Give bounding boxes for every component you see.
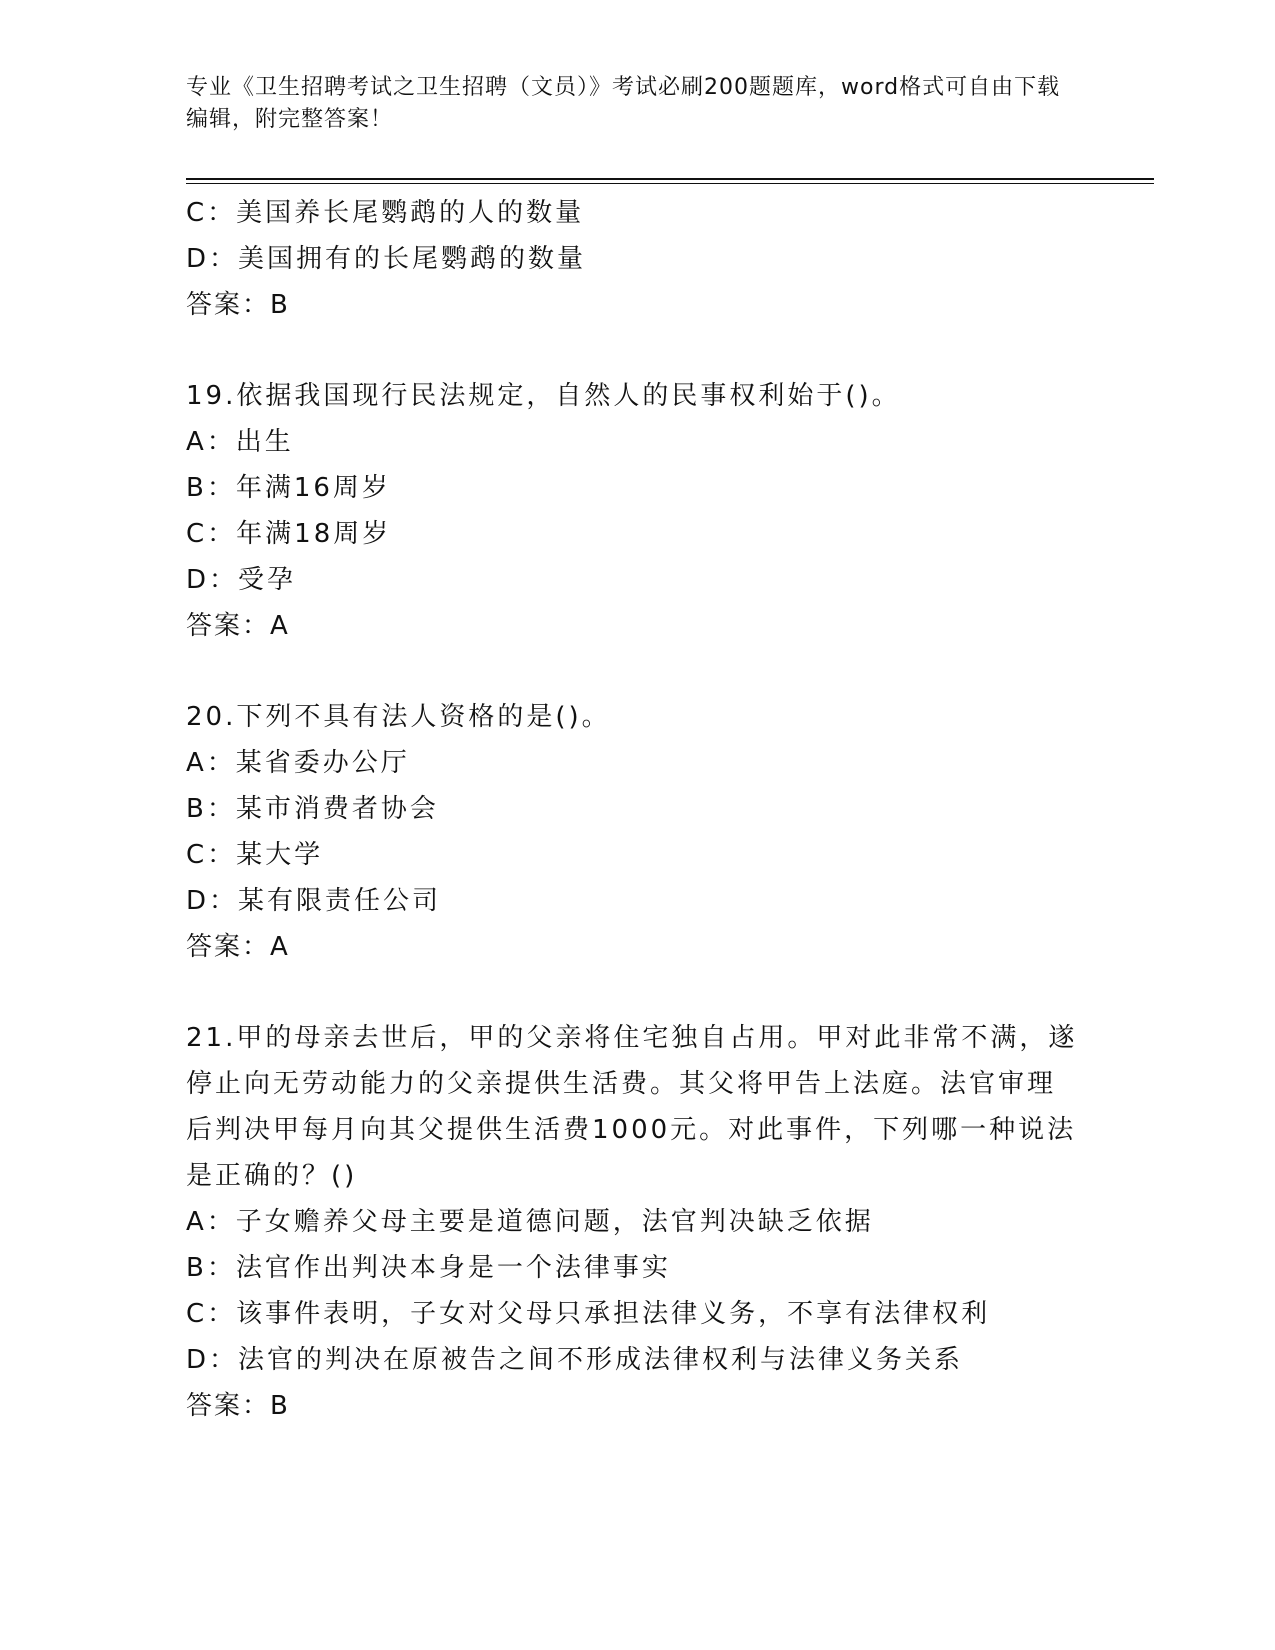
option-d: D：某有限责任公司	[186, 886, 442, 916]
question-text-line-1: 21.甲的母亲去世后，甲的父亲将住宅独自占用。甲对此非常不满，遂	[186, 1023, 1078, 1053]
question-20	[186, 694, 1086, 970]
option-c: C：年满18周岁	[186, 519, 392, 549]
spacer	[186, 970, 1086, 1015]
spacer	[186, 328, 1086, 373]
question-text-line-3: 后判决甲每月向其父提供生活费1000元。对此事件，下列哪一种说法	[186, 1115, 1077, 1145]
option-d: D：法官的判决在原被告之间不形成法律权利与法律义务关系	[186, 1345, 964, 1375]
option-b: B：年满16周岁	[186, 473, 391, 503]
question-text-line-4: 是正确的？()	[186, 1161, 358, 1191]
option-a: A：出生	[186, 427, 294, 457]
answer-line: 答案：A	[186, 932, 290, 962]
option-d: D：受孕	[186, 565, 297, 595]
header-title: 专业《卫生招聘考试之卫生招聘（文员）》考试必刷200题题库，word格式可自由下载编辑，附完整答案！	[186, 75, 1061, 132]
question-text-line-2: 停止向无劳动能力的父亲提供生活费。其父将甲告上法庭。法官审理	[186, 1069, 1057, 1099]
option-c: C：该事件表明，子女对父母只承担法律义务，不享有法律权利	[186, 1299, 991, 1329]
header-divider-bottom	[186, 183, 1154, 184]
question-18-tail	[186, 190, 1086, 328]
option-a: A：某省委办公厅	[186, 748, 410, 778]
spacer	[186, 649, 1086, 694]
option-c: C：美国养长尾鹦鹉的人的数量	[186, 198, 585, 228]
option-d: D：美国拥有的长尾鹦鹉的数量	[186, 244, 587, 274]
option-c: C：某大学	[186, 840, 324, 870]
option-b: B：法官作出判决本身是一个法律事实	[186, 1253, 671, 1283]
option-b: B：某市消费者协会	[186, 794, 439, 824]
question-21	[186, 1015, 1086, 1429]
document-header	[186, 72, 1066, 136]
question-text: 20.下列不具有法人资格的是()。	[186, 702, 611, 732]
question-text: 19.依据我国现行民法规定，自然人的民事权利始于()。	[186, 381, 901, 411]
question-list	[186, 190, 1086, 1429]
question-19	[186, 373, 1086, 649]
answer-line: 答案：B	[186, 1391, 290, 1421]
option-a: A：子女赡养父母主要是道德问题，法官判决缺乏依据	[186, 1207, 874, 1237]
header-divider-top	[186, 178, 1154, 180]
answer-line: 答案：A	[186, 611, 290, 641]
answer-line: 答案：B	[186, 290, 290, 320]
